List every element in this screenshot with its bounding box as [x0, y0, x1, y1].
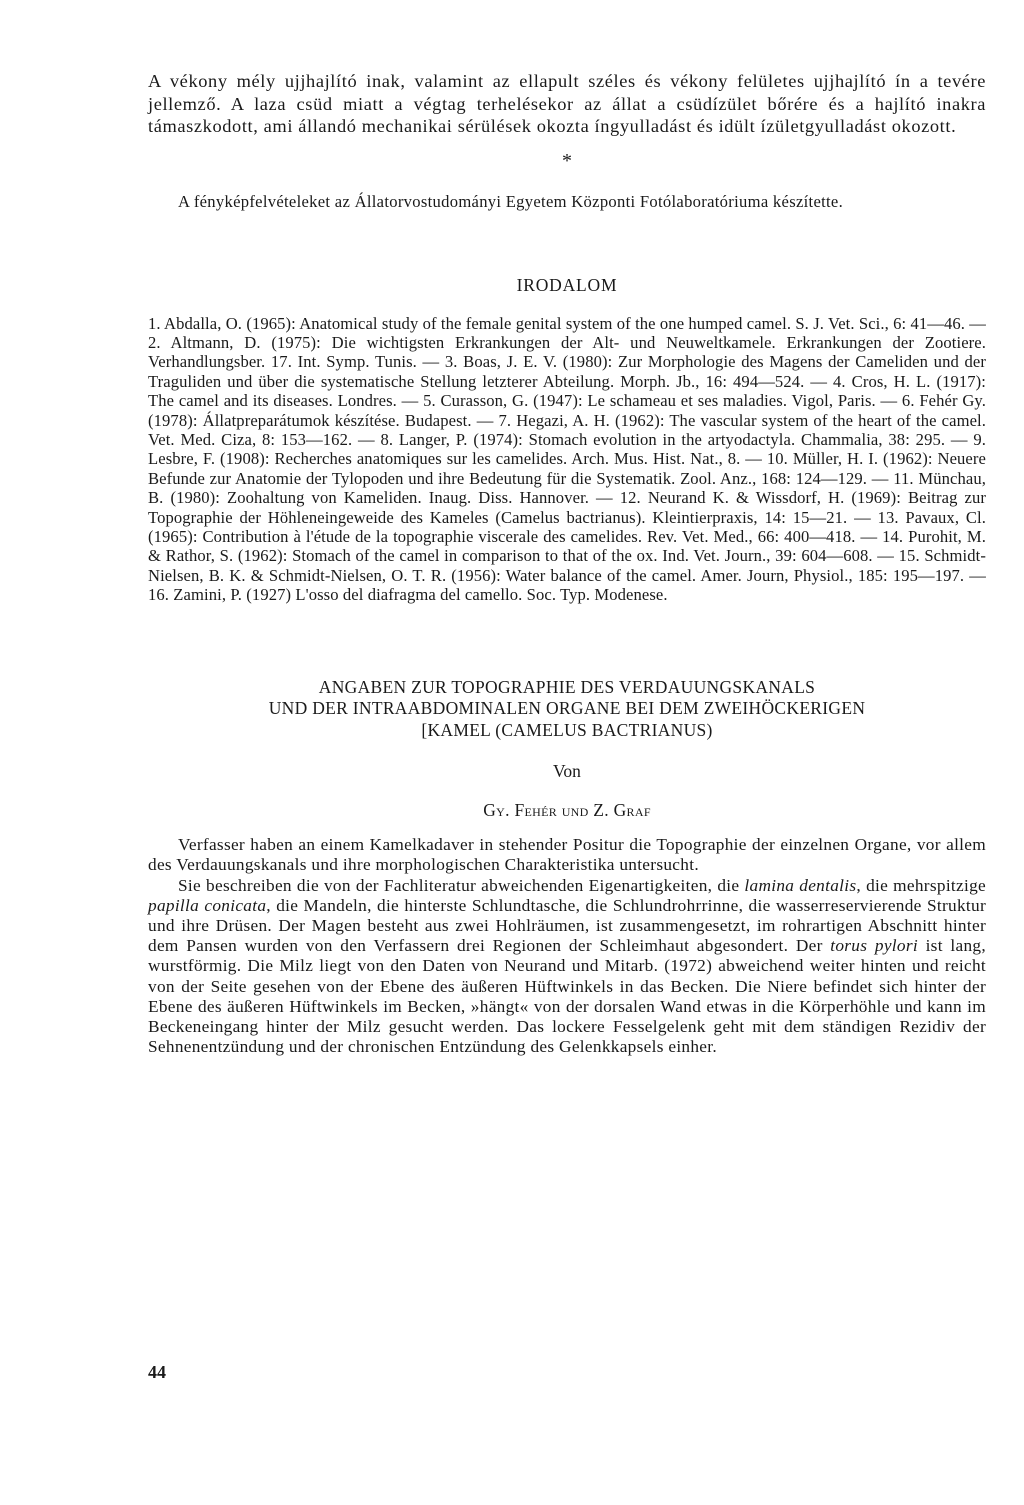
abstract-paragraph-2 — [148, 876, 986, 1058]
abstract-text: , die mehrspitzige — [856, 875, 987, 895]
abstract-text: ist lang, wurstförmig. Die Milz liegt von den Daten von Neurand und Mitarb. (1972) abweichend weiter hinten und reicht von der Seite gesehen von der Ebene des äußeren Hüftwinkels in das Becken. Die Niere befindet sich hinter der Ebene des äußeren Hüftwinkels im Becken, »hängt« von der dorsalen Wand etwas in die Körperhöhle und kann im Beckeneingang hinter der Milz gesucht werden. Das lockere Fesselgelenk geht mit dem ständigen Rezidiv der Sehnenentzündung und der chronischen Entzündung des Gelenkkapsels einher. — [148, 936, 986, 1057]
authors: Gy. Fehér und Z. Graf — [483, 800, 651, 821]
references-list: 1. Abdalla, O. (1965): Anatomical study of the female genital system of the one humped camel. S. J. Vet. Sci., 6: 41—46. — 2. Altmann, D. (1975): Die wichtigsten Erkrankungen der Alt- und Neuweltkamele. Erkrankungen der Zootiere. Verhandlungsber. 17. Int. Symp. Tunis. — 3. Boas, J. E. V. (1980): Zur Morphologie des Magens der Cameliden und der Traguliden und über die systematische Stellung letzterer Abteilung. Morph. Jb., 16: 494—524. — 4. Cros, H. L. (1917): The camel and its diseases. Londres. — 5. Curasson, G. (1947): Le schameau et ses maladies. Vigol, Paris. — 6. Fehér Gy. (1978): Állatpreparátumok készítése. Budapest. — 7. Hegazi, A. H. (1962): The vascular system of the heart of the camel. Vet. Med. Ciza, 8: 153—162. — 8. Langer, P. (1974): Stomach evolution in the artyodactyla. Chammalia, 38: 295. — 9. Lesbre, F. (1908): Recherches anatomiques sur les camelides. Arch. Mus. Hist. Nat., 8. — 10. Müller, H. I. (1962): Neuere Befunde zur Anatomie der Tylopoden und ihre Bedeutung für die Systematik. Zool. Anz., 168: 124—129. — 11. Münchau, B. (1980): Zoohaltung von Kameliden. Inaug. Diss. Hannover. — 12. Neurand K. & Wissdorf, H. (1969): Beitrag zur Topographie der Höhleneingeweide des Kameles (Camelus bactrianus). Kleintierpraxis, 14: 15—21. — 13. Pavaux, Cl. (1965): Contribution à l'étude de la topographie viscerale des camelides. Rev. Vet. Med., 66: 400—418. — 14. Purohit, M. & Rathor, S. (1962): Stomach of the camel in comparison to that of the ox. Ind. Vet. Journ., 39: 604—608. — 15. Schmidt-Nielsen, B. K. & Schmidt-Nielsen, O. T. R. (1956): Water balance of the camel. Amer. Journ, Physiol., 185: 195—197. — 16. Zamini, P. (1927) L'osso del diafragma del camello. Soc. Typ. Modenese. — [148, 313, 986, 605]
abstract-text: , die Mandeln, die hinterste Schlundtasche, die Schlundrohrrinne, die wasserreservierende Struktur und ihre Drüsen. Der Magen besteht aus zwei Hohlräumen, ist zusammengesetzt, im rohrartigen Abschnitt hinter dem Pansen wurden von den Verfassern drei Regionen der Schleimhaut abgesondert. Der — [148, 895, 986, 956]
term-lamina-dentalis: lamina dentalis — [744, 875, 857, 895]
von-label: Von — [553, 761, 581, 782]
photo-credit: A fényképfelvételeket az Állatorvostudományi Egyetem Központi Fotólaboratóriuma készítette. — [178, 191, 844, 211]
page-content — [148, 70, 986, 1057]
references-heading: IRODALOM — [516, 274, 618, 295]
abstract-paragraph-1: Verfasser haben an einem Kamelkadaver in stehender Positur die Topographie der einzelnen Organe, vor allem des Verdauungskanals und ihre morphologischen Charakteristika untersucht. — [148, 835, 986, 875]
closing-paragraph: A vékony mély ujjhajlító inak, valamint az ellapult széles és vékony felületes ujjhajlító ín a tevére jellemző. A laza csüd miatt a végtag terhelésekor az állat a csüdízület bőrére és a hajlító inakra támaszkodott, ami állandó mechanikai sérülések okozta íngyulladást és idült ízületgyulladást okozott. — [148, 71, 986, 136]
summary-title-line-1: ANGABEN ZUR TOPOGRAPHIE DES VERDAUUNGSKANALS — [318, 676, 816, 697]
summary-title-line-3: [KAMEL (CAMELUS BACTRIANUS) — [421, 719, 713, 740]
page-number: 44 — [148, 1362, 166, 1382]
term-papilla-conicata: papilla conicata — [148, 895, 267, 915]
german-abstract — [148, 835, 986, 1057]
term-torus-pylori: torus pylori — [830, 936, 918, 956]
summary-title — [148, 677, 986, 742]
summary-title-line-2: UND DER INTRAABDOMINALEN ORGANE BEI DEM ZWEIHÖCKERIGEN — [268, 698, 866, 719]
abstract-text: Sie beschreiben die von der Fachliteratur abweichenden Eigenartigkeiten, die — [178, 875, 745, 895]
section-separator-asterisk: * — [562, 149, 572, 172]
